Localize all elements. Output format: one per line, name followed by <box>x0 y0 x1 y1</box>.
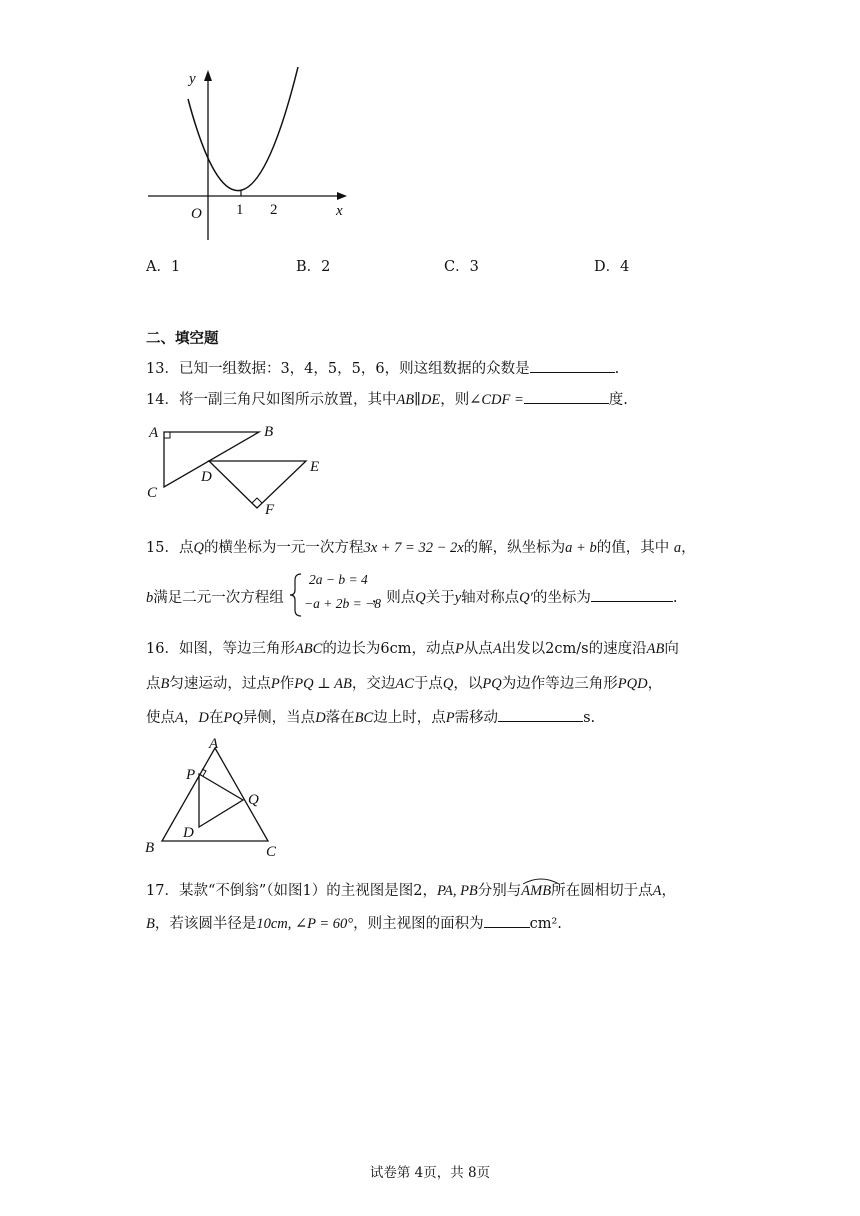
q16-perp: PQ ⊥ AB <box>294 676 352 692</box>
q17-answer-blank[interactable] <box>484 913 530 928</box>
q16-speed: 2cm/s <box>545 641 589 657</box>
q16-p2: P <box>270 676 280 692</box>
q17-radius-angle: 10cm, ∠P = 60° <box>256 916 354 932</box>
q16-t2: 的边长为 <box>322 641 381 657</box>
q16-t20: 落在 <box>325 710 355 726</box>
x-axis-label: x <box>336 203 343 219</box>
q14-label-c: C <box>147 485 158 501</box>
question-16-line-2 <box>146 672 662 693</box>
q15-text-9: 的坐标为 <box>532 590 591 606</box>
question-17-line-2 <box>146 912 562 933</box>
q12-option-c: C．3 <box>444 259 479 275</box>
q16-q: Q <box>442 676 454 692</box>
q16-t16: 使点 <box>146 710 175 726</box>
q15-var-b: b <box>146 590 154 606</box>
q16-t8: 点 <box>146 676 161 692</box>
q14-text: 14．将一副三角尺如图所示放置，其中 <box>146 392 397 408</box>
right-angle-a-icon <box>164 432 170 438</box>
q14-triangle-rulers-figure <box>140 420 340 520</box>
q15-text-1: 15．点 <box>146 540 194 556</box>
q15-var-qprime: Q′ <box>519 590 533 606</box>
q14-condition: AB∥DE <box>396 392 441 408</box>
q16-label-q: Q <box>248 792 259 808</box>
q16-pq: PQ <box>482 676 502 692</box>
q16-t18: 在 <box>208 710 224 726</box>
q15-text-4: 的值，其中 <box>596 540 670 556</box>
question-16-line-3 <box>146 706 595 727</box>
q16-a: A <box>492 641 502 657</box>
q16-label-a: A <box>209 736 219 752</box>
q12-option-b: B．2 <box>296 259 331 275</box>
q15-expr-ab: a + b <box>565 540 597 556</box>
q16-t17: ， <box>183 710 199 726</box>
q16-t13: ，以 <box>453 676 483 692</box>
question-15-line-1 <box>146 536 696 557</box>
parabola-curve <box>188 67 298 191</box>
q14-label-e: E <box>310 459 320 475</box>
question-13 <box>146 357 619 378</box>
q12-option-a: A．1 <box>146 259 181 275</box>
q16-t9: 匀速运动，过点 <box>169 676 271 692</box>
q13-end: . <box>614 361 620 377</box>
x-axis-arrow-icon <box>337 192 347 200</box>
q17-arc-amb <box>521 883 551 900</box>
q15-system-eq-2: −a + 2b = −8 <box>304 596 381 611</box>
q17-t3: 所在圆相切于点 <box>551 883 653 899</box>
q14-label-d: D <box>201 469 212 485</box>
q15-answer-blank[interactable] <box>591 587 673 602</box>
q17-t1: 17．某款“不倒翁”（如图1）的主视图是图2， <box>146 883 437 899</box>
q15-var-q2: Q <box>415 590 426 606</box>
q14-label-b: B <box>264 424 274 440</box>
tick-label-2: 2 <box>270 202 278 218</box>
q16-b: B <box>160 676 170 692</box>
q16-d2: D <box>315 710 326 726</box>
triangle-def <box>209 461 306 508</box>
q16-label-b: B <box>145 840 155 856</box>
q17-t4: ， <box>661 883 676 899</box>
q14-end: 度. <box>608 392 628 408</box>
q14-angle: ∠CDF = <box>469 392 524 408</box>
tick-label-1: 1 <box>236 202 244 218</box>
q15-var-a: a <box>673 540 682 556</box>
q16-pq2: PQ <box>223 710 243 726</box>
q15-system-eq-1: 2a − b = 4 <box>309 572 368 587</box>
q16-t11: ，交边 <box>351 676 396 692</box>
question-15-line-2 <box>146 586 677 607</box>
question-17-line-1 <box>146 879 676 900</box>
q16-t22: 需移动 <box>454 710 499 726</box>
question-14 <box>146 388 628 409</box>
q15-text-2: 的横坐标为一元一次方程 <box>203 540 364 556</box>
q16-t4: 从点 <box>463 641 493 657</box>
q12-parabola-figure <box>140 62 360 247</box>
q14-mid: ，则 <box>440 392 470 408</box>
q17-b: B <box>146 916 155 932</box>
q15-var-y: y <box>454 590 462 606</box>
q16-abc: ABC <box>294 641 323 657</box>
q13-answer-blank[interactable] <box>530 358 615 373</box>
q16-t3: ，动点 <box>411 641 455 657</box>
q16-t6: 的速度沿 <box>588 641 647 657</box>
q15-end: . <box>672 590 678 606</box>
triangle-pqd <box>199 774 243 827</box>
q16-ab: AB <box>646 641 665 657</box>
q15-comma: ， <box>681 540 696 556</box>
y-axis-label: y <box>189 71 196 87</box>
q16-t1: 16．如图，等边三角形 <box>146 641 295 657</box>
q16-equilateral-triangle-figure <box>140 732 290 860</box>
q17-end: . <box>557 916 562 932</box>
q17-pa-pb: PA, PB <box>436 883 478 899</box>
q12-option-d: D．4 <box>594 259 630 275</box>
q17-unit: cm² <box>529 916 558 932</box>
q16-t19: 异侧，当点 <box>242 710 316 726</box>
q15-equation: 3x + 7 = 32 − 2x <box>363 540 464 556</box>
q16-d: D <box>198 710 209 726</box>
q16-answer-blank[interactable] <box>498 707 583 722</box>
q16-t10: 作 <box>279 676 295 692</box>
q17-t6: ，则主视图的面积为 <box>353 916 484 932</box>
q15-text-8: 轴对称点 <box>461 590 520 606</box>
q16-t14: 为边作等边三角形 <box>501 676 618 692</box>
q15-system-brace-icon <box>289 572 303 618</box>
q15-text-6: ，则点 <box>371 590 416 606</box>
right-angle-f-icon <box>252 498 262 503</box>
q16-a2: A <box>175 710 184 726</box>
q14-label-f: F <box>265 502 275 518</box>
arc-mark-icon <box>521 877 561 885</box>
q16-pqd: PQD <box>617 676 648 692</box>
q14-answer-blank[interactable] <box>524 389 609 404</box>
q13-text: 13．已知一组数据：3，4，5，5，6，则这组数据的众数是 <box>146 361 530 377</box>
q17-amb-text: AMB <box>521 883 552 899</box>
q15-text-3: 的解，纵坐标为 <box>463 540 566 556</box>
q16-ac: AC <box>395 676 414 692</box>
q14-label-a: A <box>149 425 159 441</box>
section-title-fill-in: 二、填空题 <box>146 330 219 347</box>
q15-text-5: 满足二元一次方程组 <box>153 590 284 606</box>
q17-t5: ，若该圆半径是 <box>154 916 257 932</box>
q16-p: P <box>454 641 464 657</box>
question-16-line-1 <box>146 637 679 658</box>
q16-t12: 于点 <box>413 676 443 692</box>
q16-end: s. <box>583 710 596 726</box>
q16-p3: P <box>445 710 455 726</box>
q16-label-p: P <box>186 767 196 783</box>
q16-t21: 边上时，点 <box>373 710 446 726</box>
origin-label: O <box>191 206 202 222</box>
q16-bc: BC <box>354 710 374 726</box>
q16-6cm: 6cm <box>380 641 412 657</box>
q16-label-d: D <box>183 825 194 841</box>
q15-text-7: 关于 <box>425 590 455 606</box>
q16-label-c: C <box>266 844 277 860</box>
q16-t7: 向 <box>664 641 679 657</box>
q17-a: A <box>652 883 662 899</box>
q16-t15: ， <box>647 676 663 692</box>
q15-var-q: Q <box>193 540 204 556</box>
page-footer: 试卷第 4页，共 8页 <box>369 1165 491 1181</box>
q16-t5: 出发以 <box>501 641 546 657</box>
y-axis-arrow-icon <box>204 70 212 81</box>
q17-t2: 分别与 <box>477 883 522 899</box>
